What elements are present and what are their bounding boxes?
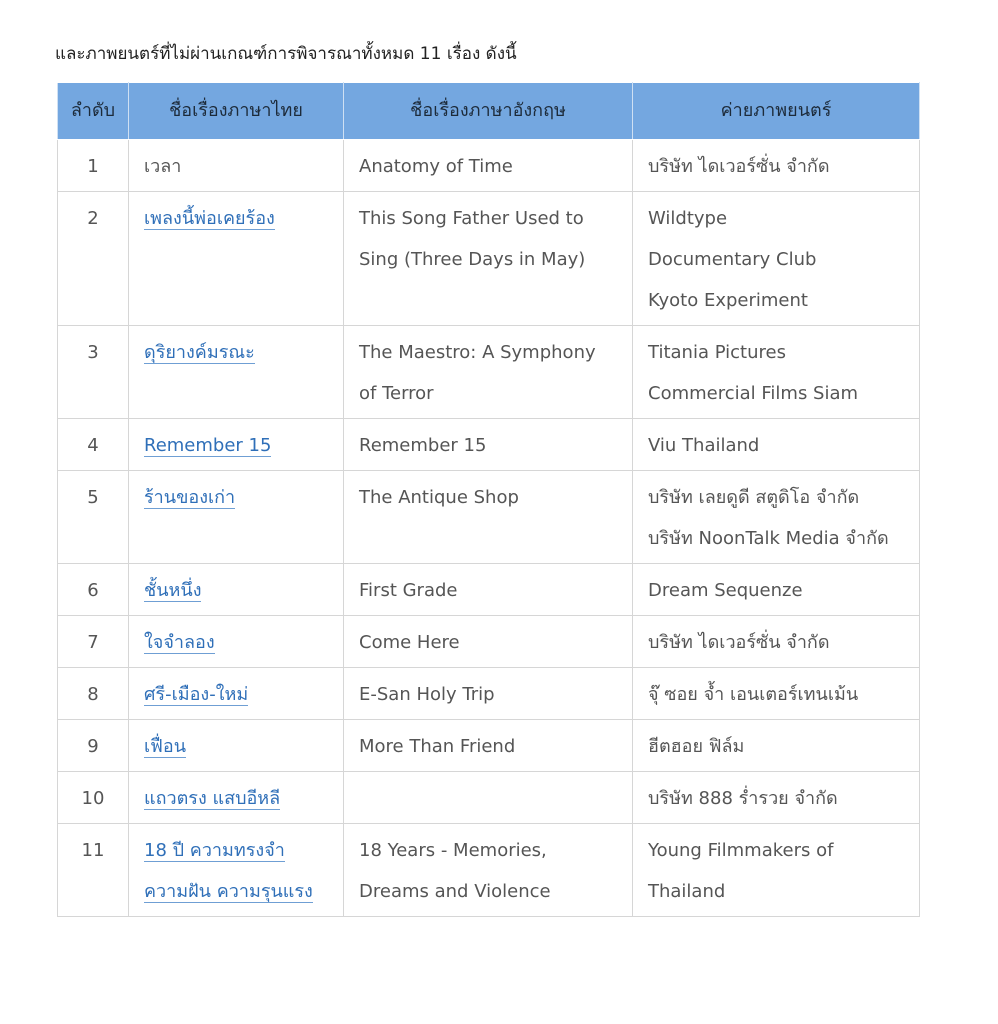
studio-line: Dream Sequenze: [648, 580, 803, 601]
thai-title-line: [144, 674, 328, 715]
thai-title-cell: [129, 616, 344, 668]
thai-title-cell: [129, 668, 344, 720]
english-title-line: of Terror: [359, 383, 434, 404]
studio-line: บริษัท NoonTalk Media จำกัด: [648, 528, 889, 549]
rejected-films-table: [57, 82, 920, 917]
studio-cell: [633, 772, 920, 824]
row-number: 11: [58, 824, 129, 917]
studio-line: Young Filmmakers of: [648, 840, 834, 861]
english-title-line: 18 Years - Memories,: [359, 840, 547, 861]
thai-title-text: เวลา: [144, 156, 182, 177]
thai-title-line: [144, 332, 328, 373]
english-title-cell: [344, 772, 633, 824]
row-number: 3: [58, 326, 129, 419]
thai-title-link[interactable]: เพลงนี้พ่อเคยร้อง: [144, 208, 275, 229]
thai-title-line: [144, 871, 328, 912]
table-row: [58, 140, 920, 192]
table-row: [58, 824, 920, 917]
intro-text: และภาพยนตร์ที่ไม่ผ่านเกณฑ์การพิจารณาทั้งหมด 11 เรื่อง ดังนี้: [55, 44, 517, 64]
row-number: 2: [58, 192, 129, 326]
header-english-title: ชื่อเรื่องภาษาอังกฤษ: [344, 83, 633, 140]
thai-title-cell: [129, 326, 344, 419]
thai-title-cell: [129, 419, 344, 471]
studio-cell: [633, 326, 920, 419]
studio-line: Titania Pictures: [648, 342, 786, 363]
row-number: 8: [58, 668, 129, 720]
table-header: [58, 83, 920, 140]
table-row: [58, 326, 920, 419]
studio-line: Thailand: [648, 881, 726, 902]
english-title-line: Anatomy of Time: [359, 156, 513, 177]
thai-title-link[interactable]: แถวตรง แสบอีหลี: [144, 788, 281, 809]
thai-title-line: [144, 198, 328, 239]
thai-title-cell: [129, 192, 344, 326]
english-title-line: The Maestro: A Symphony: [359, 342, 596, 363]
table-body: [58, 140, 920, 917]
thai-title-line: [144, 778, 328, 819]
studio-cell: [633, 192, 920, 326]
thai-title-line: [144, 726, 328, 767]
thai-title-line: [144, 146, 328, 187]
studio-cell: [633, 471, 920, 564]
row-number: 1: [58, 140, 129, 192]
table-row: [58, 192, 920, 326]
english-title-line: First Grade: [359, 580, 458, 601]
thai-title-line: [144, 830, 328, 871]
header-row: [58, 83, 920, 140]
studio-line: Viu Thailand: [648, 435, 760, 456]
studio-cell: [633, 140, 920, 192]
english-title-cell: [344, 192, 633, 326]
studio-line: บริษัท 888 ร่ำรวย จำกัด: [648, 788, 838, 809]
row-number: 7: [58, 616, 129, 668]
english-title-line: Sing (Three Days in May): [359, 249, 586, 270]
thai-title-line: [144, 477, 328, 518]
studio-line: บริษัท ไดเวอร์ซั่น จำกัด: [648, 156, 830, 177]
table-row: [58, 471, 920, 564]
english-title-line: This Song Father Used to: [359, 208, 584, 229]
studio-cell: [633, 824, 920, 917]
thai-title-link[interactable]: Remember 15: [144, 435, 272, 456]
table-row: [58, 720, 920, 772]
english-title-cell: [344, 326, 633, 419]
table-row: [58, 419, 920, 471]
row-number: 5: [58, 471, 129, 564]
studio-cell: [633, 720, 920, 772]
english-title-line: Dreams and Violence: [359, 881, 551, 902]
thai-title-cell: [129, 824, 344, 917]
english-title-cell: [344, 824, 633, 917]
studio-line: Wildtype: [648, 208, 728, 229]
thai-title-link[interactable]: 18 ปี ความทรงจำ: [144, 840, 285, 861]
english-title-line: Come Here: [359, 632, 460, 653]
english-title-cell: [344, 720, 633, 772]
studio-line: Kyoto Experiment: [648, 290, 808, 311]
table-row: [58, 564, 920, 616]
thai-title-link[interactable]: ใจจำลอง: [144, 632, 215, 653]
thai-title-link[interactable]: ดุริยางค์มรณะ: [144, 342, 255, 363]
english-title-line: Remember 15: [359, 435, 487, 456]
row-number: 9: [58, 720, 129, 772]
table-row: [58, 772, 920, 824]
thai-title-cell: [129, 772, 344, 824]
english-title-cell: [344, 616, 633, 668]
thai-title-line: [144, 570, 328, 611]
thai-title-link[interactable]: เฟื่อน: [144, 736, 187, 757]
studio-cell: [633, 668, 920, 720]
english-title-line: More Than Friend: [359, 736, 516, 757]
studio-line: บริษัท เลยดูดี สตูดิโอ จำกัด: [648, 487, 860, 508]
english-title-cell: [344, 419, 633, 471]
thai-title-line: [144, 425, 328, 466]
studio-cell: [633, 564, 920, 616]
studio-cell: [633, 419, 920, 471]
header-number: ลำดับ: [58, 83, 129, 140]
studio-line: จุ๊ ซอย จ้ำ เอนเตอร์เทนเม้น: [648, 684, 859, 705]
thai-title-link[interactable]: ความฝัน ความรุนแรง: [144, 881, 313, 902]
studio-line: Documentary Club: [648, 249, 817, 270]
thai-title-cell: [129, 720, 344, 772]
studio-line: Commercial Films Siam: [648, 383, 859, 404]
thai-title-cell: [129, 471, 344, 564]
studio-line: ฮีตฮอย ฟิล์ม: [648, 736, 745, 757]
header-studio: ค่ายภาพยนตร์: [633, 83, 920, 140]
thai-title-link[interactable]: ศรี-เมือง-ใหม่: [144, 684, 249, 705]
english-title-cell: [344, 564, 633, 616]
table-row: [58, 616, 920, 668]
english-title-cell: [344, 471, 633, 564]
english-title-cell: [344, 668, 633, 720]
english-title-cell: [344, 140, 633, 192]
table-row: [58, 668, 920, 720]
row-number: 6: [58, 564, 129, 616]
header-thai-title: ชื่อเรื่องภาษาไทย: [129, 83, 344, 140]
thai-title-cell: [129, 140, 344, 192]
thai-title-link[interactable]: ชั้นหนึ่ง: [144, 580, 202, 601]
row-number: 10: [58, 772, 129, 824]
english-title-line: The Antique Shop: [359, 487, 519, 508]
thai-title-cell: [129, 564, 344, 616]
studio-line: บริษัท ไดเวอร์ซั่น จำกัด: [648, 632, 830, 653]
row-number: 4: [58, 419, 129, 471]
studio-cell: [633, 616, 920, 668]
thai-title-link[interactable]: ร้านของเก่า: [144, 487, 236, 508]
thai-title-line: [144, 622, 328, 663]
english-title-line: E-San Holy Trip: [359, 684, 495, 705]
